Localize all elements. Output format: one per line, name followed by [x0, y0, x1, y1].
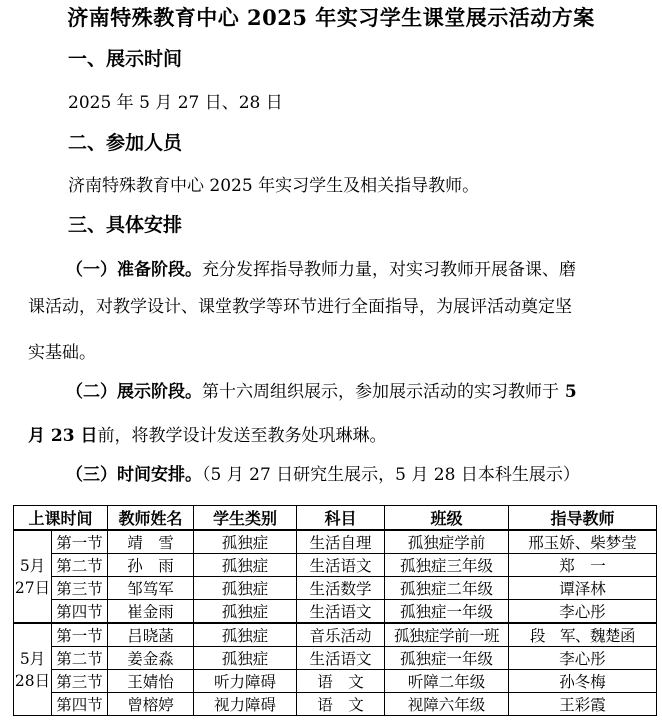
show-stage-date-part-1: 5 [559, 382, 577, 402]
time-arrangement-line [66, 460, 580, 485]
teacher-cell: 吕晓菡 [108, 623, 194, 647]
teacher-cell: 孙 雨 [108, 554, 194, 577]
subject-cell: 生活语文 [297, 554, 385, 577]
subject-cell: 语 文 [297, 670, 385, 693]
table-row [14, 670, 657, 693]
subject-cell: 生活语文 [297, 600, 385, 624]
class-cell: 孤独症一年级 [385, 647, 509, 670]
teacher-cell: 靖 雪 [108, 530, 194, 554]
subject-cell: 生活自理 [297, 530, 385, 554]
advisor-cell: 孙冬梅 [509, 670, 657, 693]
table-row [14, 600, 657, 624]
period-cell: 第四节 [52, 600, 108, 624]
category-cell: 孤独症 [194, 554, 297, 577]
time-arrangement-text: （5 月 27 日研究生展示，5 月 28 日本科生展示） [202, 465, 580, 485]
section-body-participants: 济南特殊教育中心 2025 年实习学生及相关指导教师。 [68, 176, 480, 196]
show-stage-text-2: 前，将教学设计发送至教务处巩琳琳。 [97, 426, 387, 446]
class-cell: 孤独症学前一班 [385, 623, 509, 647]
advisor-cell: 谭泽林 [509, 577, 657, 600]
table-row [14, 693, 657, 716]
period-cell: 第三节 [52, 577, 108, 600]
section-body-time: 2025 年 5 月 27 日、28 日 [68, 93, 283, 113]
prep-stage-line-3: 实基础。 [28, 343, 96, 363]
date-cell: 5月27日 [14, 530, 52, 623]
advisor-cell: 李心彤 [509, 647, 657, 670]
teacher-cell: 曾榕婷 [108, 693, 194, 716]
subject-cell: 生活数学 [297, 577, 385, 600]
date-cell: 5月28日 [14, 623, 52, 716]
header-class: 班级 [385, 506, 509, 531]
prep-stage-label: （一）准备阶段。 [66, 260, 202, 280]
class-cell: 孤独症学前 [385, 530, 509, 554]
table-header-row [14, 506, 657, 531]
advisor-cell: 段 军、魏楚函 [509, 623, 657, 647]
category-cell: 孤独症 [194, 623, 297, 647]
table-row [14, 623, 657, 647]
section-heading-time: 一、展示时间 [68, 48, 183, 70]
prep-stage-text: 充分发挥指导教师力量，对实习教师开展备课、磨 [202, 260, 576, 280]
category-cell: 听力障碍 [194, 670, 297, 693]
category-cell: 孤独症 [194, 600, 297, 624]
period-cell: 第一节 [52, 623, 108, 647]
category-cell: 孤独症 [194, 530, 297, 554]
prep-stage-line-2: 课活动，对教学设计、课堂教学等环节进行全面指导，为展评活动奠定坚 [28, 297, 572, 317]
teacher-cell: 姜金淼 [108, 647, 194, 670]
subject-cell: 语 文 [297, 693, 385, 716]
class-cell: 孤独症一年级 [385, 600, 509, 624]
table-row [14, 647, 657, 670]
class-cell: 孤独症二年级 [385, 577, 509, 600]
header-class-time: 上课时间 [14, 506, 108, 531]
advisor-cell: 王彩霞 [509, 693, 657, 716]
advisor-cell: 邢玉娇、柴梦莹 [509, 530, 657, 554]
period-cell: 第三节 [52, 670, 108, 693]
header-student-category: 学生类别 [194, 506, 297, 531]
schedule-table [13, 505, 657, 716]
category-cell: 孤独症 [194, 647, 297, 670]
table-row [14, 577, 657, 600]
show-stage-line-1 [66, 377, 577, 402]
period-cell: 第一节 [52, 530, 108, 554]
teacher-cell: 王婧怡 [108, 670, 194, 693]
header-advisor: 指导教师 [509, 506, 657, 531]
show-stage-line-2 [28, 421, 387, 446]
header-subject: 科目 [297, 506, 385, 531]
period-cell: 第四节 [52, 693, 108, 716]
section-heading-arrangement: 三、具体安排 [68, 214, 183, 236]
class-cell: 视障六年级 [385, 693, 509, 716]
advisor-cell: 李心彤 [509, 600, 657, 624]
subject-cell: 音乐活动 [297, 623, 385, 647]
table-row [14, 554, 657, 577]
table-row [14, 530, 657, 554]
category-cell: 视力障碍 [194, 693, 297, 716]
document-title: 济南特殊教育中心 2025 年实习学生课堂展示活动方案 [67, 5, 595, 30]
show-stage-label: （二）展示阶段。 [66, 382, 202, 402]
show-stage-date-part-2: 月 23 日 [28, 426, 98, 446]
time-arrangement-label: （三）时间安排。 [66, 465, 202, 485]
section-heading-participants: 二、参加人员 [68, 132, 183, 154]
period-cell: 第二节 [52, 647, 108, 670]
prep-stage-line-1 [66, 255, 576, 280]
advisor-cell: 郑 一 [509, 554, 657, 577]
subject-cell: 生活语文 [297, 647, 385, 670]
period-cell: 第二节 [52, 554, 108, 577]
category-cell: 孤独症 [194, 577, 297, 600]
teacher-cell: 邹笃军 [108, 577, 194, 600]
show-stage-text: 第十六周组织展示，参加展示活动的实习教师于 [202, 382, 559, 402]
class-cell: 孤独症三年级 [385, 554, 509, 577]
teacher-cell: 崔金雨 [108, 600, 194, 624]
header-teacher-name: 教师姓名 [108, 506, 194, 531]
class-cell: 听障二年级 [385, 670, 509, 693]
